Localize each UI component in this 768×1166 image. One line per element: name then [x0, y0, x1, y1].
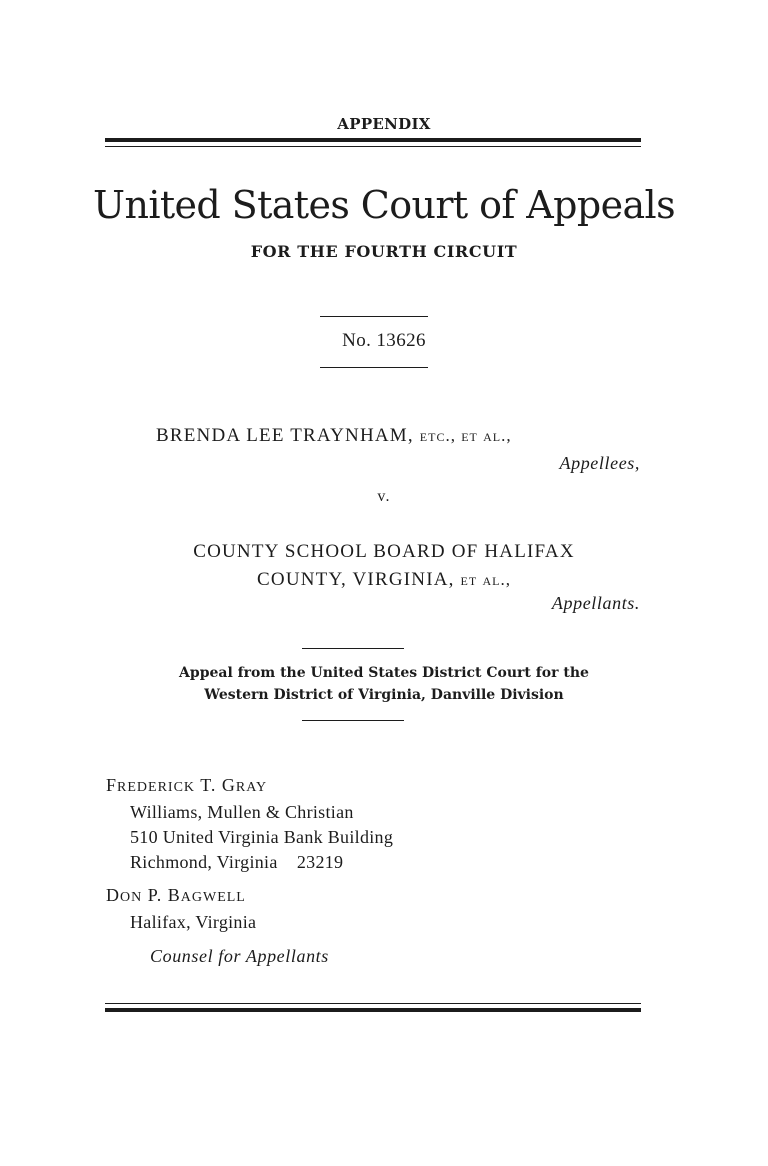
appellees-role: Appellees,	[559, 453, 640, 473]
appendix-label: APPENDIX	[337, 115, 431, 133]
bottom-rule-thick	[105, 1008, 641, 1012]
appeal-rule-top	[302, 648, 404, 649]
appellants-role: Appellants.	[551, 593, 640, 613]
case-number-rule-bottom	[320, 367, 428, 368]
top-rule-thin	[105, 146, 641, 147]
case-number: No. 13626	[342, 330, 426, 351]
appellants-suffix: et al.,	[460, 570, 511, 589]
appellants-line-2-text: COUNTY, VIRGINIA,	[257, 569, 455, 590]
counsel-1-address-1: Williams, Mullen & Christian	[130, 802, 354, 822]
appellants-line-1: COUNTY SCHOOL BOARD OF HALIFAX	[193, 541, 575, 562]
appellees-name-text: BRENDA LEE TRAYNHAM,	[156, 425, 414, 446]
appeal-from-line-1: Appeal from the United States District Court for the	[179, 665, 589, 681]
court-subtitle: FOR THE FOURTH CIRCUIT	[250, 242, 518, 261]
appeal-from-line-2: Western District of Virginia, Danville Division	[204, 687, 564, 703]
appellants-line-2	[0, 569, 768, 591]
counsel-1-address-2: 510 United Virginia Bank Building	[130, 827, 394, 847]
counsel-1-address-3: Richmond, Virginia 23219	[130, 852, 344, 872]
versus: v.	[377, 488, 391, 505]
counsel-1-name: FREDERICK T. GRAY	[106, 775, 268, 795]
top-rule-thick	[105, 138, 641, 142]
court-title: United States Court of Appeals	[93, 183, 675, 227]
appeal-rule-bottom	[302, 720, 404, 721]
appellees-name	[156, 425, 636, 447]
case-number-rule-top	[320, 316, 428, 317]
counsel-for-label: Counsel for Appellants	[150, 946, 329, 966]
appellees-suffix: etc., et al.,	[419, 426, 512, 445]
counsel-2-address-1: Halifax, Virginia	[130, 912, 257, 932]
counsel-2-name: DON P. BAGWELL	[106, 885, 246, 905]
bottom-rule-thin	[105, 1003, 641, 1004]
